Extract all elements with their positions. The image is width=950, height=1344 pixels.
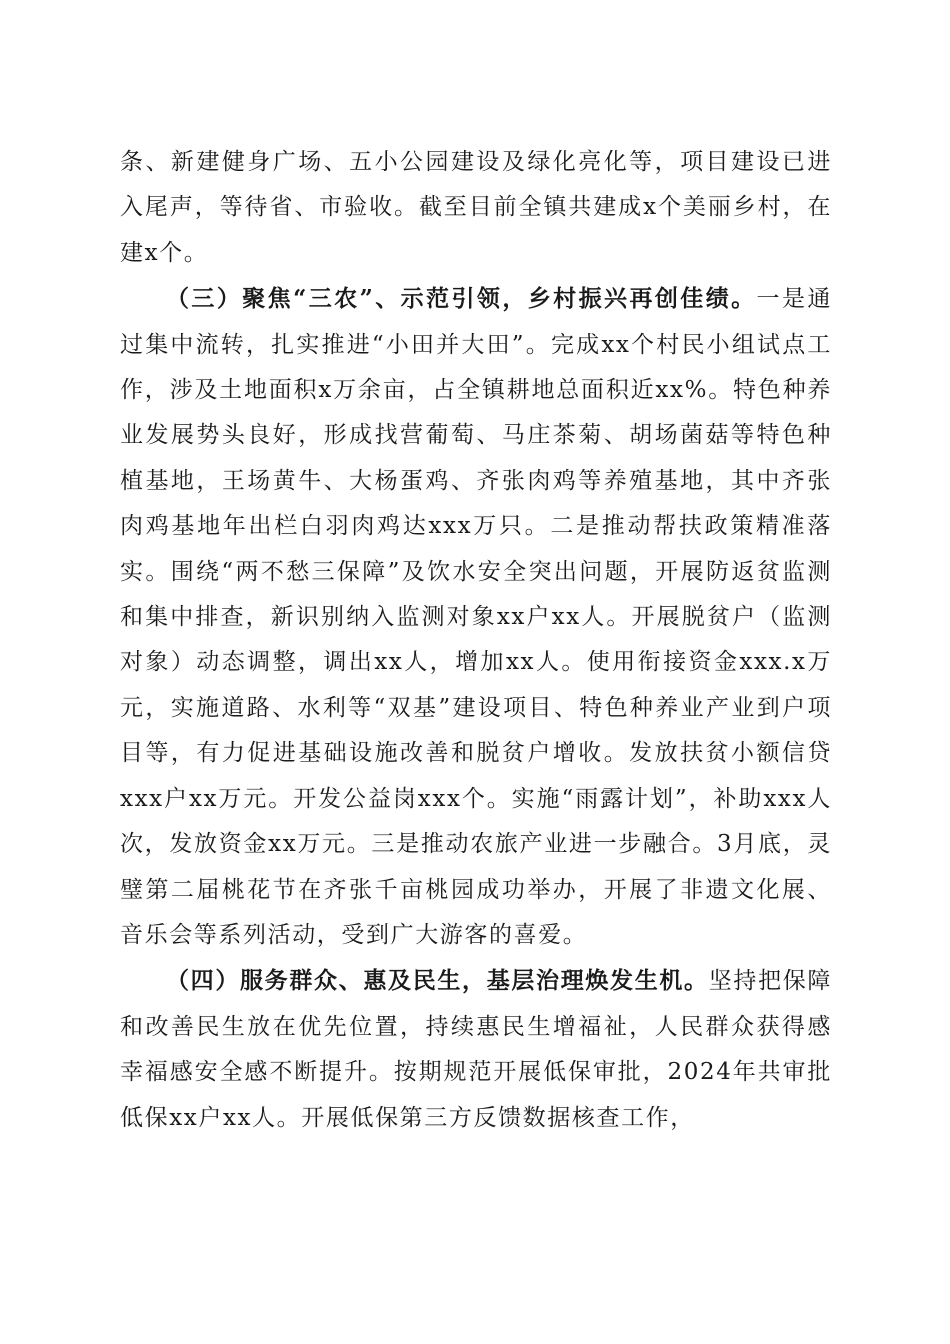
- document-body: [120, 140, 832, 1141]
- section-heading: （四）服务群众、惠及民生，基层治理焕发生机。: [166, 967, 709, 995]
- paragraph-continuation: [120, 140, 832, 276]
- paragraph-section-three: [120, 276, 832, 958]
- paragraph-text: 一是通过集中流转，扎实推进“小田并大田”。完成xx个村民小组试点工作，涉及土地面积x万余亩，占全镇耕地总面积近xx%。特色种养业发展势头良好，形成找营葡萄、马庄茶菊、胡场菌菇等特色种植基地，王场黄牛、大杨蛋鸡、齐张肉鸡等养殖基地，其中齐张肉鸡基地年出栏白羽肉鸡达xxx万只。二是推动帮扶政策精准落实。围绕“两不愁三保障”及饮水安全突出问题，开展防返贫监测和集中排查，新识别纳入监测对象xx户xx人。开展脱贫户（监测对象）动态调整，调出xx人，增加xx人。使用衔接资金xxx.x万元，实施道路、水利等“双基”建设项目、特色种养业产业到户项目等，有力促进基础设施改善和脱贫户增收。发放扶贫小额信贷xxx户xx万元。开发公益岗xxx个。实施“雨露计划”，补助xxx人次，发放资金xx万元。三是推动农旅产业进一步融合。3月底，灵璧第二届桃花节在齐张千亩桃园成功举办，开展了非遗文化展、音乐会等系列活动，受到广大游客的喜爱。: [120, 286, 832, 948]
- paragraph-text: 条、新建健身广场、五小公园建设及绿化亮化等，项目建设已进入尾声，等待省、市验收。截至目前全镇共建成x个美丽乡村，在建x个。: [120, 149, 832, 266]
- paragraph-section-four: [120, 958, 832, 1141]
- section-heading: （三）聚焦“三农”、示范引领，乡村振兴再创佳绩。: [166, 285, 757, 313]
- paragraph-text: 坚持把保障和改善民生放在优先位置，持续惠民生增福祉，人民群众获得感幸福感安全感不断提升。按期规范开展低保审批，2024年共审批低保xx户xx人。开展低保第三方反馈数据核查工作，: [120, 968, 833, 1131]
